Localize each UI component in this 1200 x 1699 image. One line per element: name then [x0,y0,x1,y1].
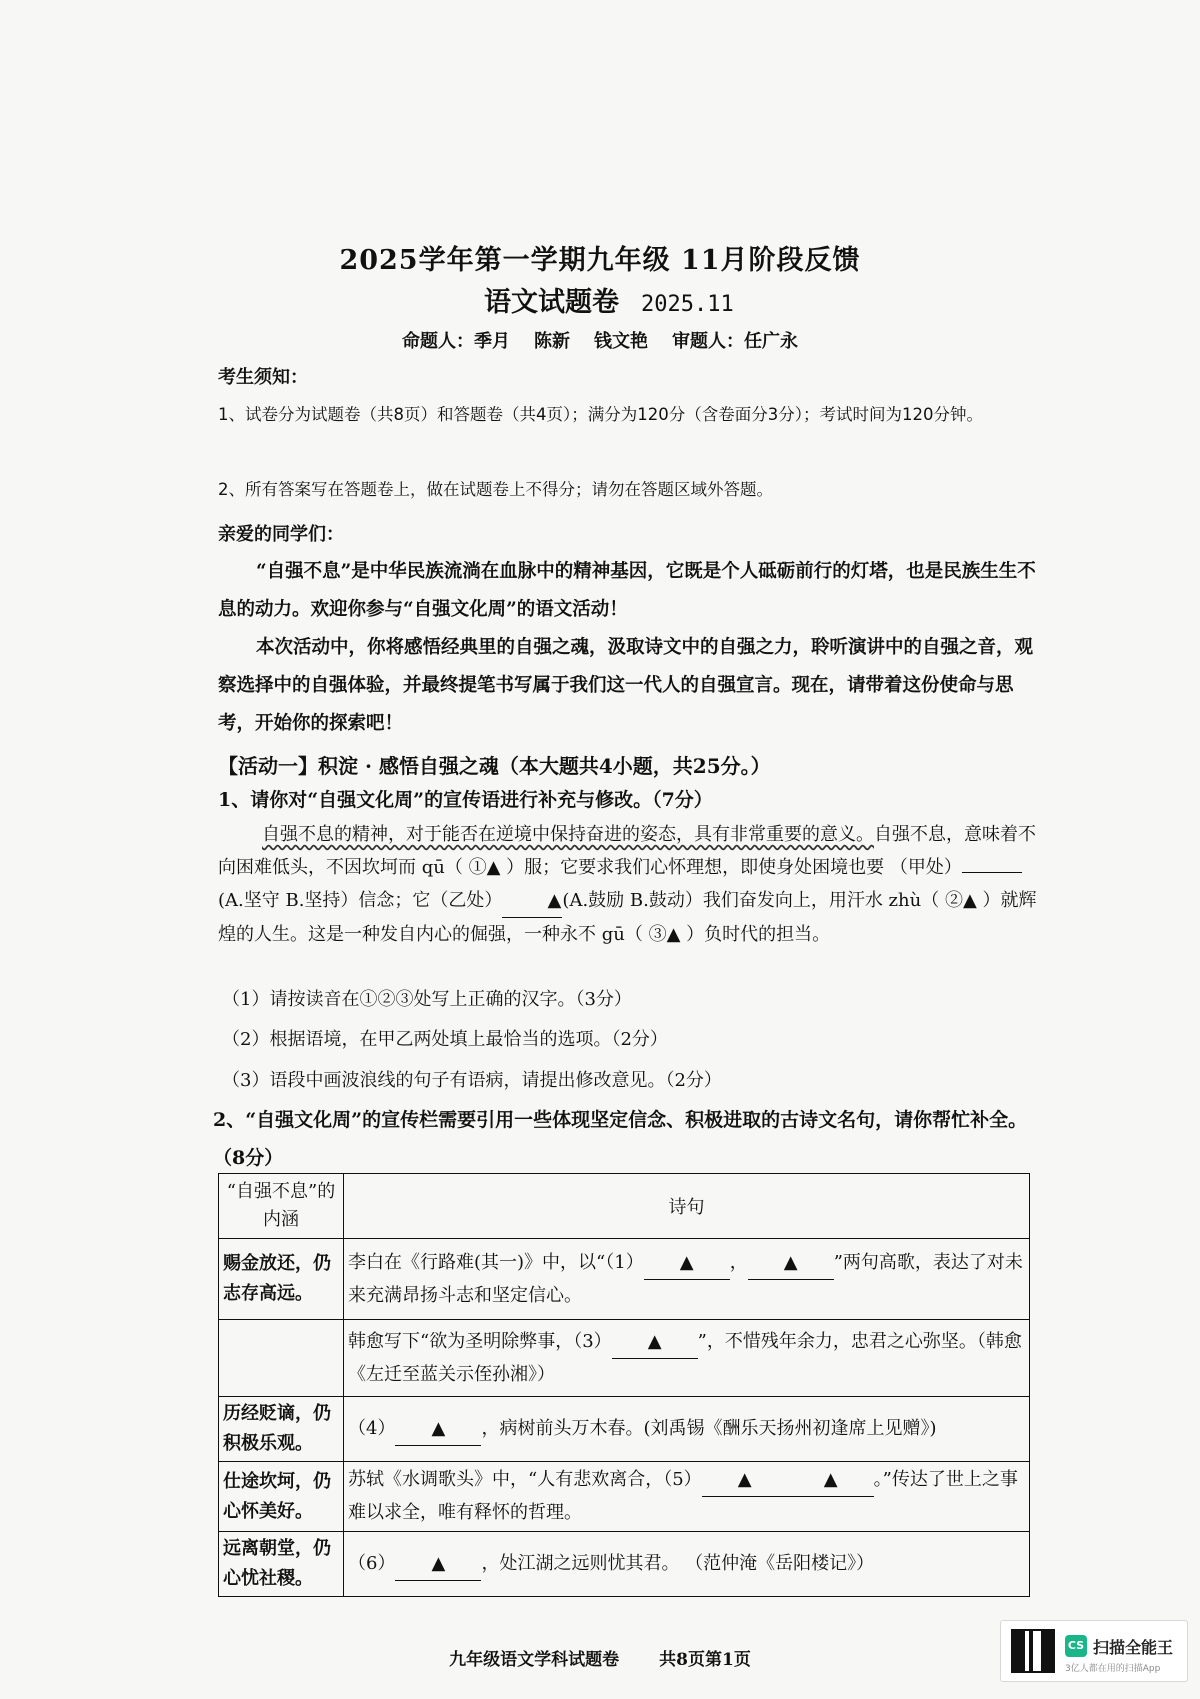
table-header-meaning: “自强不息”的内涵 [219,1174,344,1239]
camscanner-logo: CS [1065,1635,1087,1657]
passage-text-d: (A.鼓励 B.鼓动）我们奋发向上，用汗水 zhù（ [562,890,940,911]
passage-text-c: (A.坚守 B.坚持）信念；它（乙处） [218,890,503,911]
exam-subtitle [484,280,734,319]
poem-pre: 韩愈写下“欲为圣明除弊事，（3） [348,1330,612,1352]
camscanner-tagline: 3亿人都在用的扫描App [1065,1664,1161,1674]
table-row [219,1397,1030,1462]
blank-mark-2: ②▲ [944,890,977,911]
passage-text-b: ）服；它要求我们心怀理想，即使身处困境也要 （甲处） [506,857,962,878]
notice-heading: 考生须知： [218,367,308,388]
passage-text-a: 自强不息，意味着不向困难低头，不因坎坷而 qū（ [218,824,1036,878]
question-1-stem: 1、请你对“自强文化周”的宣传语进行补充与修改。（7分） [218,789,713,811]
poem-pre: 李白在《行路难(其一)》中，以“（1） [348,1251,644,1273]
blank-mark-1: ①▲ [468,857,501,878]
poem-cell [344,1397,1030,1462]
poem-post: ”两句高歌，表达了对未来充满昂扬斗志和坚定信心。 [348,1251,1023,1306]
exam-date: 2025.11 [641,292,734,317]
table-row [219,1239,1030,1320]
poem-cell [344,1320,1030,1397]
question-2-stem: 2、“自强文化周”的宣传栏需要引用一些体现坚定信念、积极进取的古诗文名句，请你帮忙补全。（8分） [213,1109,1028,1169]
greeting: 亲爱的同学们： [218,524,344,545]
camscanner-name: 扫描全能王 [1093,1638,1174,1657]
setter-2: 陈新 [534,331,570,352]
poem-blank: ▲ [788,1464,874,1497]
wavy-sentence: 自强不息的精神，对于能否在逆境中保持奋进的姿态，具有非常重要的意义。 [262,824,874,845]
meaning-cell [219,1320,344,1397]
blank-yi: ▲ [502,884,562,918]
table-header-poems: 诗句 [344,1174,1030,1239]
poem-blank: ▲ [612,1326,698,1359]
intro-paragraph-2: 本次活动中，你将感悟经典里的自强之魂，汲取诗文中的自强之力，聆听演讲中的自强之音，观察选择中的自强体验，并最终提笔书写属于我们这一代人的自强宣言。现在，请带着这份使命与思考，开始你的探索吧！ [218,637,1034,734]
poem-cell [344,1462,1030,1532]
poem-pre: （6） [348,1552,396,1574]
meaning-cell: 历经贬谪，仍积极乐观。 [219,1397,344,1462]
poem-post: ，病树前头万木春。(刘禹锡《酬乐天扬州初逢席上见赠》) [481,1417,937,1439]
intro-paragraph-1: “自强不息”是中华民族流淌在血脉中的精神基因，它既是个人砥砺前行的灯塔，也是民族生生不息的动力。欢迎你参与“自强文化周”的语文活动！ [218,561,1036,620]
question-1-passage [218,818,1038,951]
table-header-row [219,1174,1030,1239]
poem-blank: ▲ [644,1247,730,1280]
blank-mark-3: ③▲ [648,924,681,945]
footer-pages: 共8页第1页 [659,1650,751,1670]
poem-pre: 苏轼《水调歌头》中，“人有悲欢离合，（5） [348,1469,702,1490]
reviewer: 审题人：任广永 [672,331,798,352]
poem-blank: ▲ [748,1247,834,1280]
authors-line [0,327,1200,353]
question-1-sub-3: （3）语段中画波浪线的句子有语病，请提出修改意见。（2分） [222,1070,722,1091]
blank-jia [962,872,1022,873]
setters-label: 命题人：季月 [402,331,510,352]
activity-1-heading: 【活动一】积淀 · 感悟自强之魂（本大题共4小题，共25分。） [218,754,771,778]
poem-blank: ▲ [702,1464,788,1497]
question-1-sub-1: （1）请按读音在①②③处写上正确的汉字。（3分） [222,989,632,1010]
meaning-cell: 赐金放还，仍志存高远。 [219,1239,344,1320]
poem-table [218,1173,1030,1597]
qr-code-icon [1011,1629,1055,1673]
poem-cell [344,1532,1030,1597]
notice-item-2: 2、所有答案写在答题卷上，做在试题卷上不得分；请勿在答题区域外答题。 [218,480,773,499]
poem-blank: ▲ [395,1413,481,1446]
poem-pre: （4） [348,1417,396,1439]
question-1-sub-2: （2）根据语境，在甲乙两处填上最恰当的选项。（2分） [222,1029,668,1050]
setter-3: 钱文艳 [594,331,648,352]
exam-title: 2025学年第一学期九年级 11月阶段反馈 [339,245,861,276]
meaning-cell: 远离朝堂，仍心忧社稷。 [219,1532,344,1597]
table-row [219,1532,1030,1597]
table-row [219,1462,1030,1532]
meaning-cell: 仕途坎坷，仍心怀美好。 [219,1462,344,1532]
passage-text-e: ）就辉煌的人生。这是一种发自内心的倔强，一种永不 gū（ [218,890,1037,945]
poem-mid: ， [729,1251,748,1273]
passage-text-f: ）负时代的担当。 [686,924,831,945]
poem-post: ，处江湖之远则忧其君。 （范仲淹《岳阳楼记》） [481,1552,875,1574]
poem-cell [344,1239,1030,1320]
notice-item-1: 1、试卷分为试题卷（共8页）和答题卷（共4页）；满分为120分（含卷面分3分）；考试时间为120分钟。 [218,405,983,424]
poem-post: ”，不惜残年余力，忠君之心弥坚。（韩愈《左迁至蓝关示侄孙湘》） [348,1330,1022,1385]
subtitle-text: 语文试题卷 [484,287,619,318]
footer-name: 九年级语文学科试题卷 [449,1650,620,1670]
poem-blank: ▲ [395,1548,481,1581]
poem-post: 。”传达了世上之事难以求全，唯有释怀的哲理。 [348,1469,1018,1523]
scanner-watermark [1000,1620,1188,1682]
table-row [219,1320,1030,1397]
